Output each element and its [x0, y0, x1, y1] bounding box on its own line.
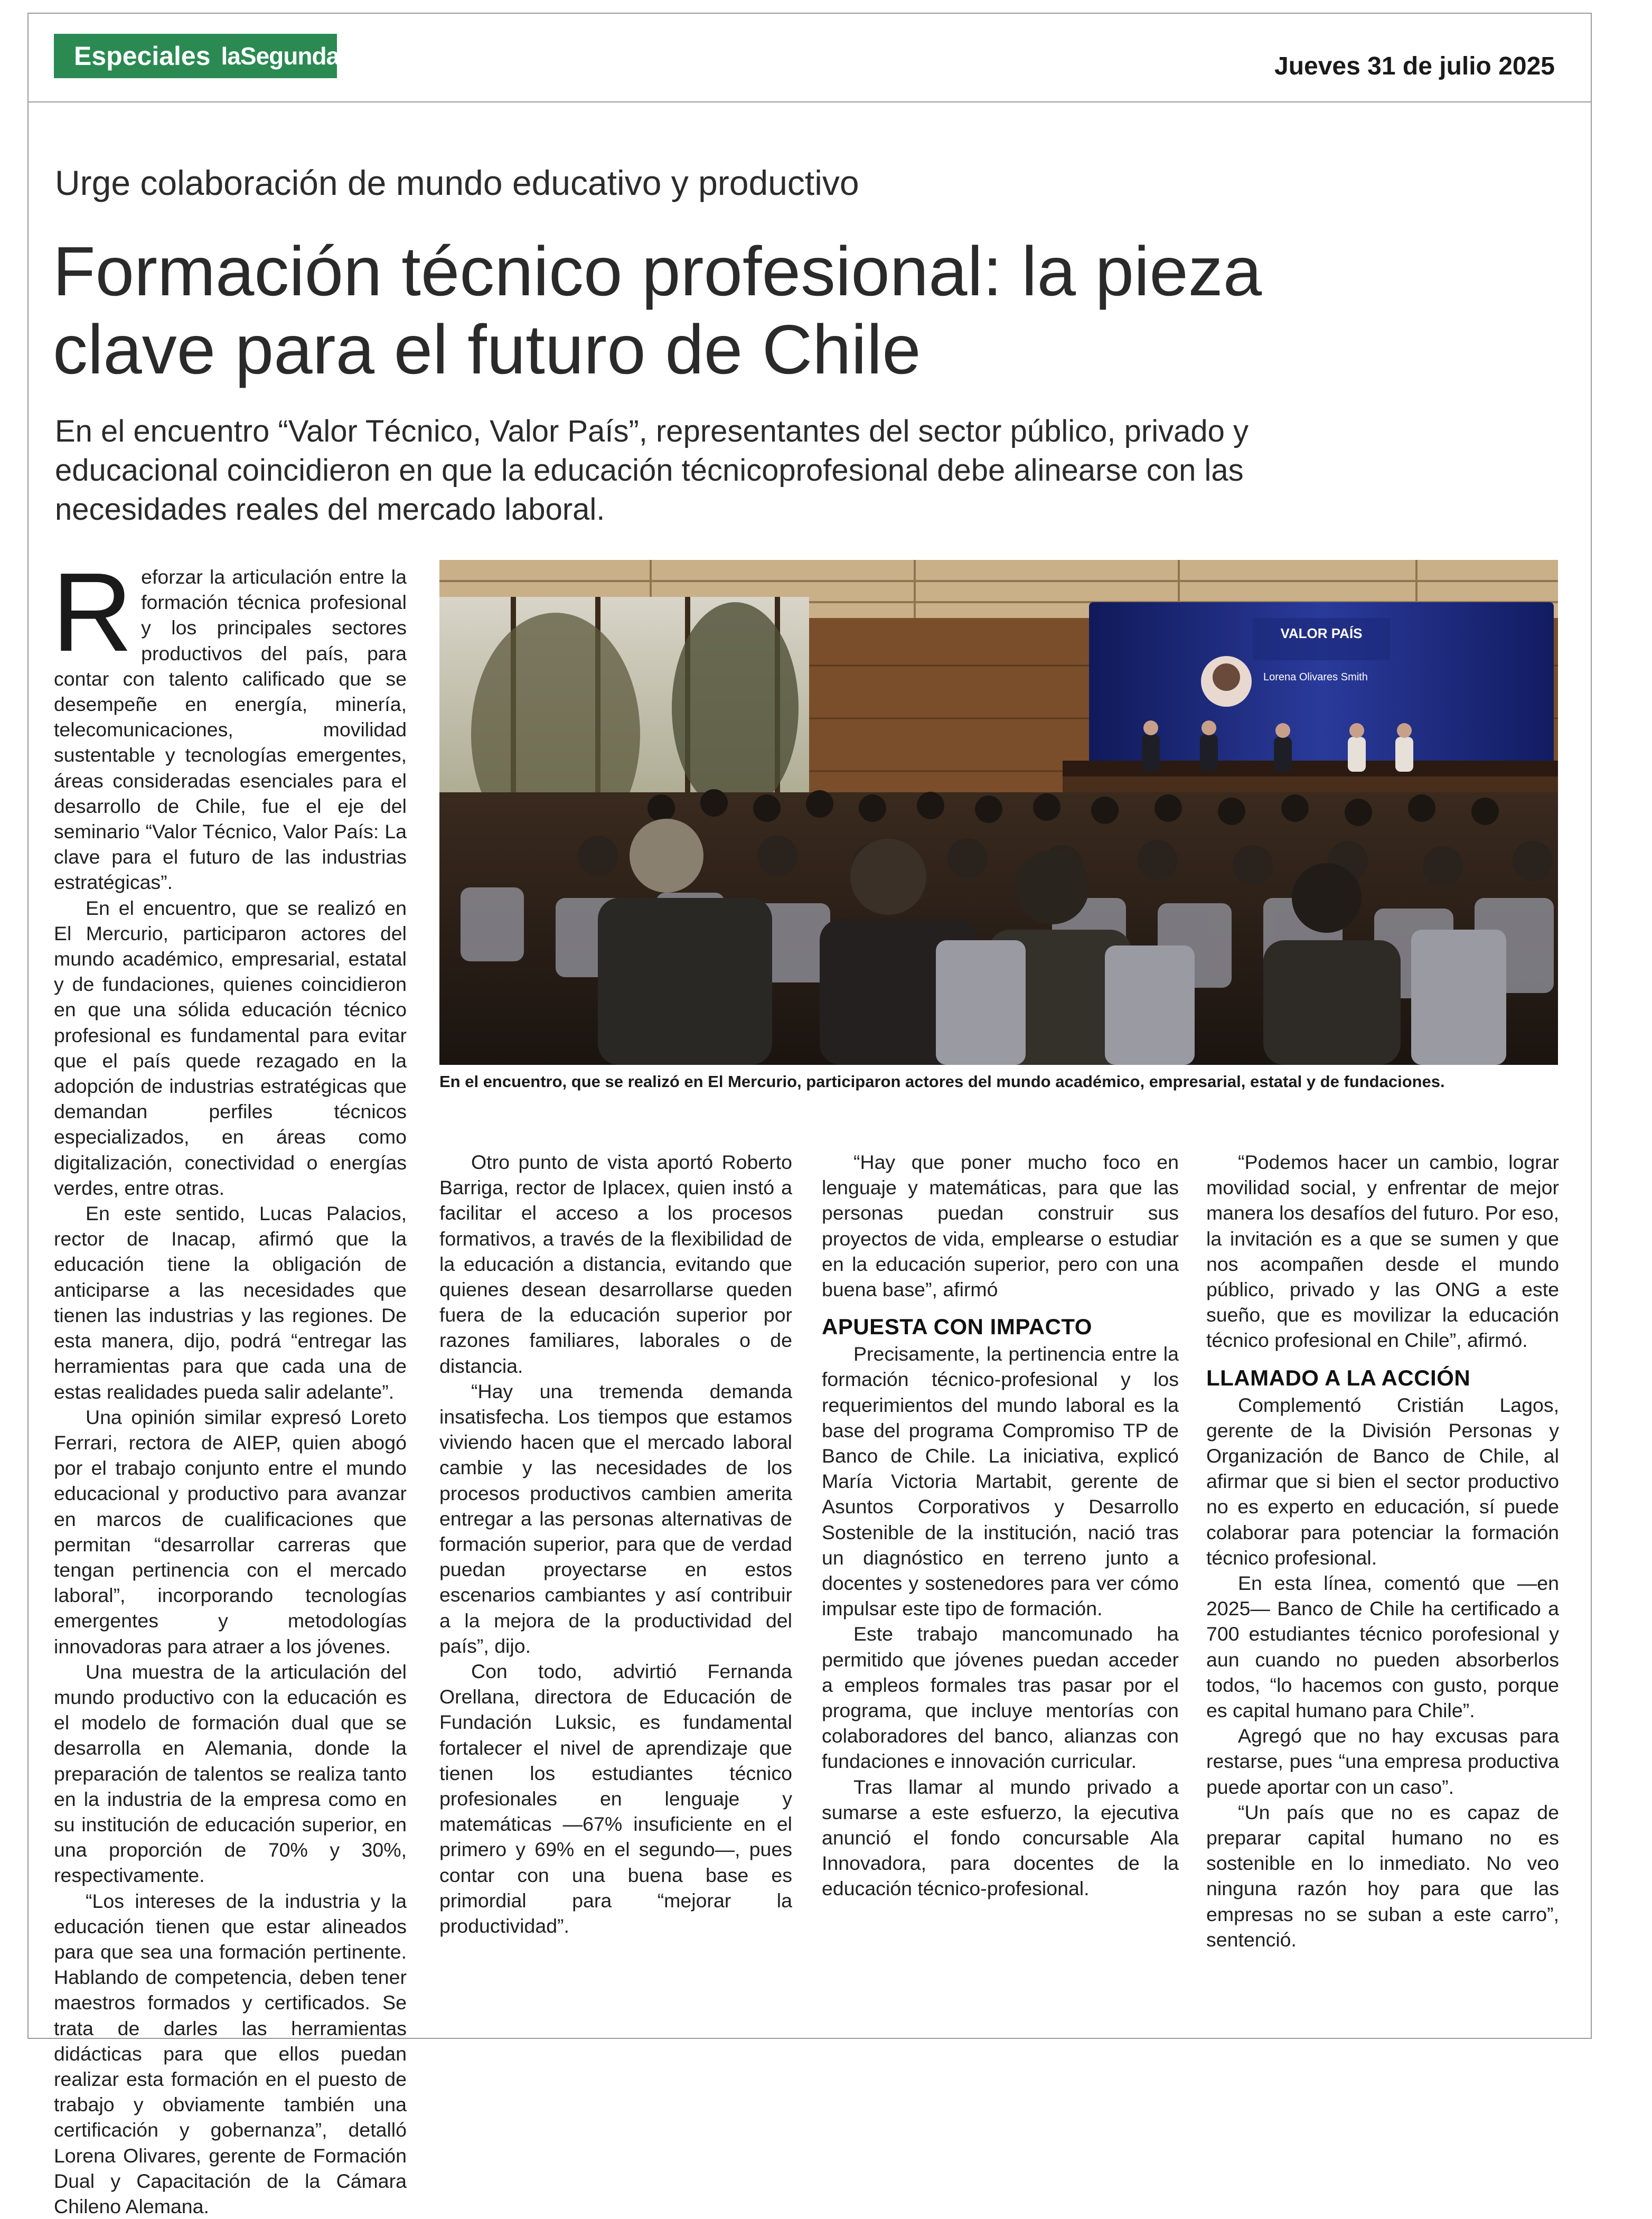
- paragraph: “Hay una tremenda demanda insatisfecha. Los tiempos que estamos viviendo hacen que el mercado laboral cambie y las necesidades de los procesos productivos cambien amerita entregar a las personas alternativas de formación superior, para que de verdad puedan proyectarse en estos escenarios cambiantes y así contribuir a la mejora de la productividad del país”, dijo.: [439, 1380, 792, 1657]
- article-column-2: [439, 1149, 792, 1939]
- paragraph: Agregó que no hay excusas para restarse, pues “una empresa productiva puede aportar con un caso”.: [1206, 1725, 1559, 1798]
- paragraph: En esta línea, comentó que —en 2025— Banco de Chile ha certificado a 700 estudiantes técnico porofesional y aun cuando no pueden absorberlos todos, “lo hacemos con gusto, porque es capital humano para Chile”.: [1206, 1572, 1559, 1722]
- paragraph: [52, 549, 407, 895]
- paragraph: Una muestra de la articulación del mundo productivo con la educación es el modelo de formación dual que se desarrolla en Alemania, donde la preparación de talentos se realiza tanto en la industria de la empresa como en su institución de educación superior, en una proporción de 70% y 30%, respectivamente.: [54, 1660, 407, 1887]
- article-column-4: [1206, 1149, 1559, 1952]
- section-tag: [54, 34, 340, 78]
- event-photo: [439, 560, 1558, 1065]
- subheading-apuesta: APUESTA CON IMPACTO: [822, 1314, 1092, 1340]
- issue-date: Jueves 31 de julio 2025: [1274, 52, 1555, 80]
- screen-title: VALOR PAÍS: [1280, 625, 1363, 641]
- paragraph: “Los intereses de la industria y la educación tienen que estar alineados para que sea una formación pertinente. Hablando de competencia, deben tener maestros formados y certificados. Se trata de darles las herramientas didácticas para que ellos puedan realizar esta formación en el puesto de trabajo y obviamente también una certificación y gobernanza”, detalló Lorena Olivares, gerente de Formación Dual y Capacitación de la Cámara Chileno Alemana.: [54, 1889, 407, 2217]
- article-column-1: [52, 549, 407, 2219]
- paragraph: Una opinión similar expresó Loreto Ferrari, rectora de AIEP, quien abogó por el trabajo conjunto entre el mundo educacional y productivo para avanzar en marcos de cualificaciones que permitan “desarrollar carreras que tengan pertinencia con el mercado laboral”, incorporando tecnologías emergentes y metodologías innovadoras para atraer a los jóvenes.: [54, 1406, 407, 1658]
- article-column-3: [822, 1149, 1179, 1902]
- lead-line: necesidades reales del mercado laboral.: [55, 492, 605, 527]
- headline-line: Formación técnico profesional: la pieza: [53, 232, 1262, 310]
- subheading-llamado: LLAMADO A LA ACCIÓN: [1206, 1365, 1471, 1390]
- paragraph: Con todo, advirtió Fernanda Orellana, directora de Educación de Fundación Luksic, es fundamental fortalecer el nivel de aprendizaje que tienen los estudiantes técnico profesionales en lenguaje y matemáticas —67% insuficiente en el primero y 69% en el segundo—, pues contar con una buena base es primordial para “mejorar la productividad”.: [439, 1660, 792, 1937]
- paragraph-text: eforzar la articulación entre la formación técnica profesional y los principales sectores productivos del país, para contar con talento calificado que se desempeñe en energía, minería, telecomunicaciones, movilidad sustentable y tecnologías emergentes, áreas consideradas esenciales para el desarrollo de Chile, fue el eje del seminario “Valor Técnico, Valor País: La clave para el futuro de las industrias estratégicas”.: [54, 566, 407, 894]
- paragraph: “Hay que poner mucho foco en lenguaje y matemáticas, para que las personas puedan construir sus proyectos de vida, emplearse o estudiar en la educación superior, pero con una buena base”, afirmó: [822, 1151, 1179, 1301]
- article-kicker: Urge colaboración de mundo educativo y productivo: [55, 163, 859, 202]
- lead-line: En el encuentro “Valor Técnico, Valor País”, representantes del sector público, privado y: [55, 414, 1249, 448]
- paragraph: Complementó Cristián Lagos, gerente de la División Personas y Organización de Banco de Chile, al afirmar que si bien el sector productivo no es experto en educación, sí puede colaborar para potenciar la formación técnico profesional.: [1206, 1393, 1559, 1569]
- paragraph: En este sentido, Lucas Palacios, rector de Inacap, afirmó que la educación tiene la obligación de anticiparse a las necesidades que tienen las industrias y las regiones. De esta manera, dijo, podrá “entregar las herramientas para que cada una de estas realidades pueda salir adelante”.: [54, 1202, 407, 1403]
- paragraph: “Podemos hacer un cambio, lograr movilidad social, y enfrentar de mejor manera los desafíos del futuro. Por eso, la invitación es a que se sumen y que nos acompañen desde el mundo público, privado y las ONG a este sueño, que es movilizar la educación técnico profesional en Chile”, afirmó.: [1206, 1151, 1559, 1352]
- brand-logo: laSegunda: [221, 42, 340, 70]
- paragraph: Otro punto de vista aportó Roberto Barriga, rector de Iplacex, quien instó a facilitar el acceso a los procesos formativos, a través de la flexibilidad de la educación a distancia, evitando que quienes desean desarrollarse queden fuera de la educación superior por razones familiares, laborales o de distancia.: [439, 1151, 792, 1377]
- paragraph: Tras llamar al mundo privado a sumarse a este esfuerzo, la ejecutiva anunció el fondo concursable Ala Innovadora, para docentes de la educación técnico-profesional.: [822, 1775, 1179, 1900]
- lead-line: educacional coincidieron en que la educación técnicoprofesional debe alinearse con las: [55, 453, 1244, 488]
- article-lead: [55, 412, 1544, 529]
- headline-line: clave para el futuro de Chile: [53, 311, 921, 388]
- photo-caption: En el encuentro, que se realizó en El Mercurio, participaron actores del mundo académico, empresarial, estatal y de fundaciones.: [439, 1072, 1445, 1091]
- drop-cap: R: [52, 549, 133, 675]
- section-label: Especiales: [74, 41, 211, 71]
- screen-speaker-name: Lorena Olivares Smith: [1263, 671, 1368, 683]
- article-headline: [53, 232, 1532, 389]
- paragraph: Este trabajo mancomunado ha permitido que jóvenes puedan acceder a empleos formales tras pasar por el programa, que incluye mentorías con colaboradores del banco, alianzas con fundaciones e innovación curricular.: [822, 1623, 1179, 1773]
- paragraph: Precisamente, la pertinencia entre la formación técnico-profesional y los requerimientos del mundo laboral es la base del programa Compromiso TP de Banco de Chile. La iniciativa, explicó María Victoria Martabit, gerente de Asuntos Corporativos y Desarrollo Sostenible de la institución, nació tras un diagnóstico en terreno junto a docentes y sostenedores para ver cómo impulsar este tipo de formación.: [822, 1343, 1179, 1620]
- header-divider: [27, 101, 1592, 102]
- paragraph: “Un país que no es capaz de preparar capital humano no es sostenible en lo inmediato. No veo ninguna razón hoy para que las empresas no se suban a este carro”, sentenció.: [1206, 1801, 1559, 1951]
- paragraph: En el encuentro, que se realizó en El Mercurio, participaron actores del mundo académico, empresarial, estatal y de fundaciones, quienes coincidieron en que una sólida educación técnico profesional es fundamental para evitar que el país quede rezagado en la adopción de industrias estratégicas que demandan perfiles técnicos especializados, en áreas como digitalización, conectividad o energías verdes, entre otras.: [54, 896, 407, 1199]
